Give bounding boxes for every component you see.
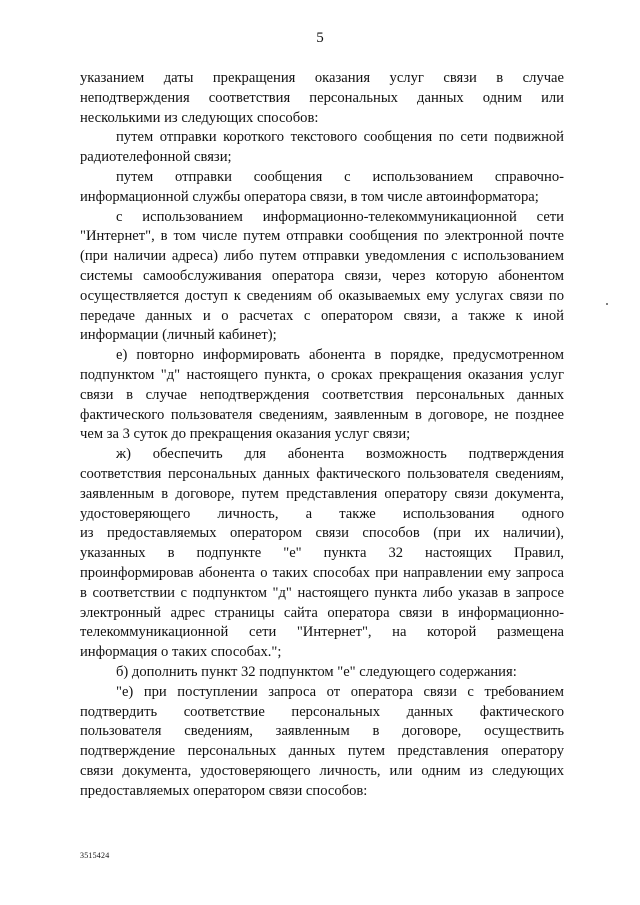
scan-speck bbox=[606, 303, 608, 305]
document-body bbox=[80, 69, 564, 801]
paragraph-item-e bbox=[80, 346, 564, 445]
text-line: передаче данных и о расчетах с оператором связи, а также к иной bbox=[80, 307, 564, 324]
text-line: проинформировав абонента о таких способах при направлении ему запроса bbox=[80, 564, 564, 581]
text-line: ж) обеспечить для абонента возможность подтверждения bbox=[116, 446, 564, 463]
text-line: неподтверждения соответствия персональных данных одним или bbox=[80, 89, 564, 106]
text-line: указанием даты прекращения оказания услуг связи в случае bbox=[80, 70, 564, 86]
text-line: из предоставляемых оператором связи способов (при их наличии), bbox=[80, 525, 564, 542]
text-line: предоставляемых оператором связи способов: bbox=[80, 782, 368, 799]
text-line: информации (личный кабинет); bbox=[80, 327, 277, 344]
text-line: соответствия персональных данных фактического пользователя сведениям, bbox=[80, 465, 564, 482]
text-line: осуществляется доступ к сведениям об оказываемых ему услугах связи по bbox=[80, 287, 564, 304]
paragraph-internet-method bbox=[80, 208, 564, 347]
text-line: заявленным в договоре, путем представления оператору связи документа, bbox=[80, 485, 564, 502]
text-line: системы самообслуживания оператора связи, через которую абонентом bbox=[80, 267, 564, 284]
text-line: телекоммуникационной сети "Интернет", на которой размещена bbox=[80, 624, 564, 641]
text-line: подтвердить соответствие персональных данных фактического bbox=[80, 703, 564, 720]
text-line: несколькими из следующих способов: bbox=[80, 109, 319, 126]
text-line: информация о таких способах."; bbox=[80, 644, 282, 661]
text-line: связи в случае неподтверждения соответствия персональных данных bbox=[80, 386, 564, 403]
paragraph-quoted-e bbox=[80, 683, 564, 802]
text-line: в соответствии с подпунктом "д" настоящего пункта либо указав в запросе bbox=[80, 584, 564, 601]
text-line: с использованием информационно-телекоммуникационной сети bbox=[116, 208, 564, 225]
text-line: путем отправки сообщения с использованием справочно- bbox=[116, 168, 564, 185]
text-line: е) повторно информировать абонента в порядке, предусмотренном bbox=[116, 347, 564, 364]
document-code: 3515424 bbox=[80, 851, 110, 860]
paragraph-item-b bbox=[80, 663, 564, 683]
paragraph-info-service-method bbox=[80, 168, 564, 208]
text-line: указанных в подпункте "е" пункта 32 настоящих Правил, bbox=[80, 545, 564, 562]
page-number: 5 bbox=[316, 30, 324, 46]
text-line: "е) при поступлении запроса от оператора связи с требованием bbox=[116, 683, 564, 700]
text-line: удостоверяющего личность, а также использования одного bbox=[80, 505, 564, 522]
text-line: пользователя сведениям, заявленным в договоре, осуществить bbox=[80, 723, 564, 740]
paragraph-item-zh bbox=[80, 445, 564, 663]
text-line: подпунктом "д" настоящего пункта, о сроках прекращения оказания услуг bbox=[80, 366, 564, 383]
text-line: электронный адрес страницы сайта оператора связи в информационно- bbox=[80, 604, 564, 621]
text-line: "Интернет", в том числе путем отправки сообщения по электронной почте bbox=[80, 228, 564, 245]
paragraph-sms-method bbox=[80, 128, 564, 168]
text-line: путем отправки короткого текстового сообщения по сети подвижной bbox=[116, 129, 564, 146]
text-line: связи документа, удостоверяющего личность, или одним из следующих bbox=[80, 762, 564, 779]
text-line: фактического пользователя сведениям, заявленным в договоре, не позднее bbox=[80, 406, 564, 423]
text-line: (при наличии адреса) либо путем отправки уведомления с использованием bbox=[80, 248, 564, 265]
paragraph-intro bbox=[80, 69, 564, 128]
text-line: радиотелефонной связи; bbox=[80, 149, 232, 166]
text-line: б) дополнить пункт 32 подпунктом "е" следующего содержания: bbox=[116, 663, 517, 680]
text-line: чем за 3 суток до прекращения оказания услуг связи; bbox=[80, 426, 411, 443]
text-line: информационной службы оператора связи, в том числе автоинформатора; bbox=[80, 188, 539, 205]
text-line: подтверждение персональных данных путем представления оператору bbox=[80, 743, 564, 760]
